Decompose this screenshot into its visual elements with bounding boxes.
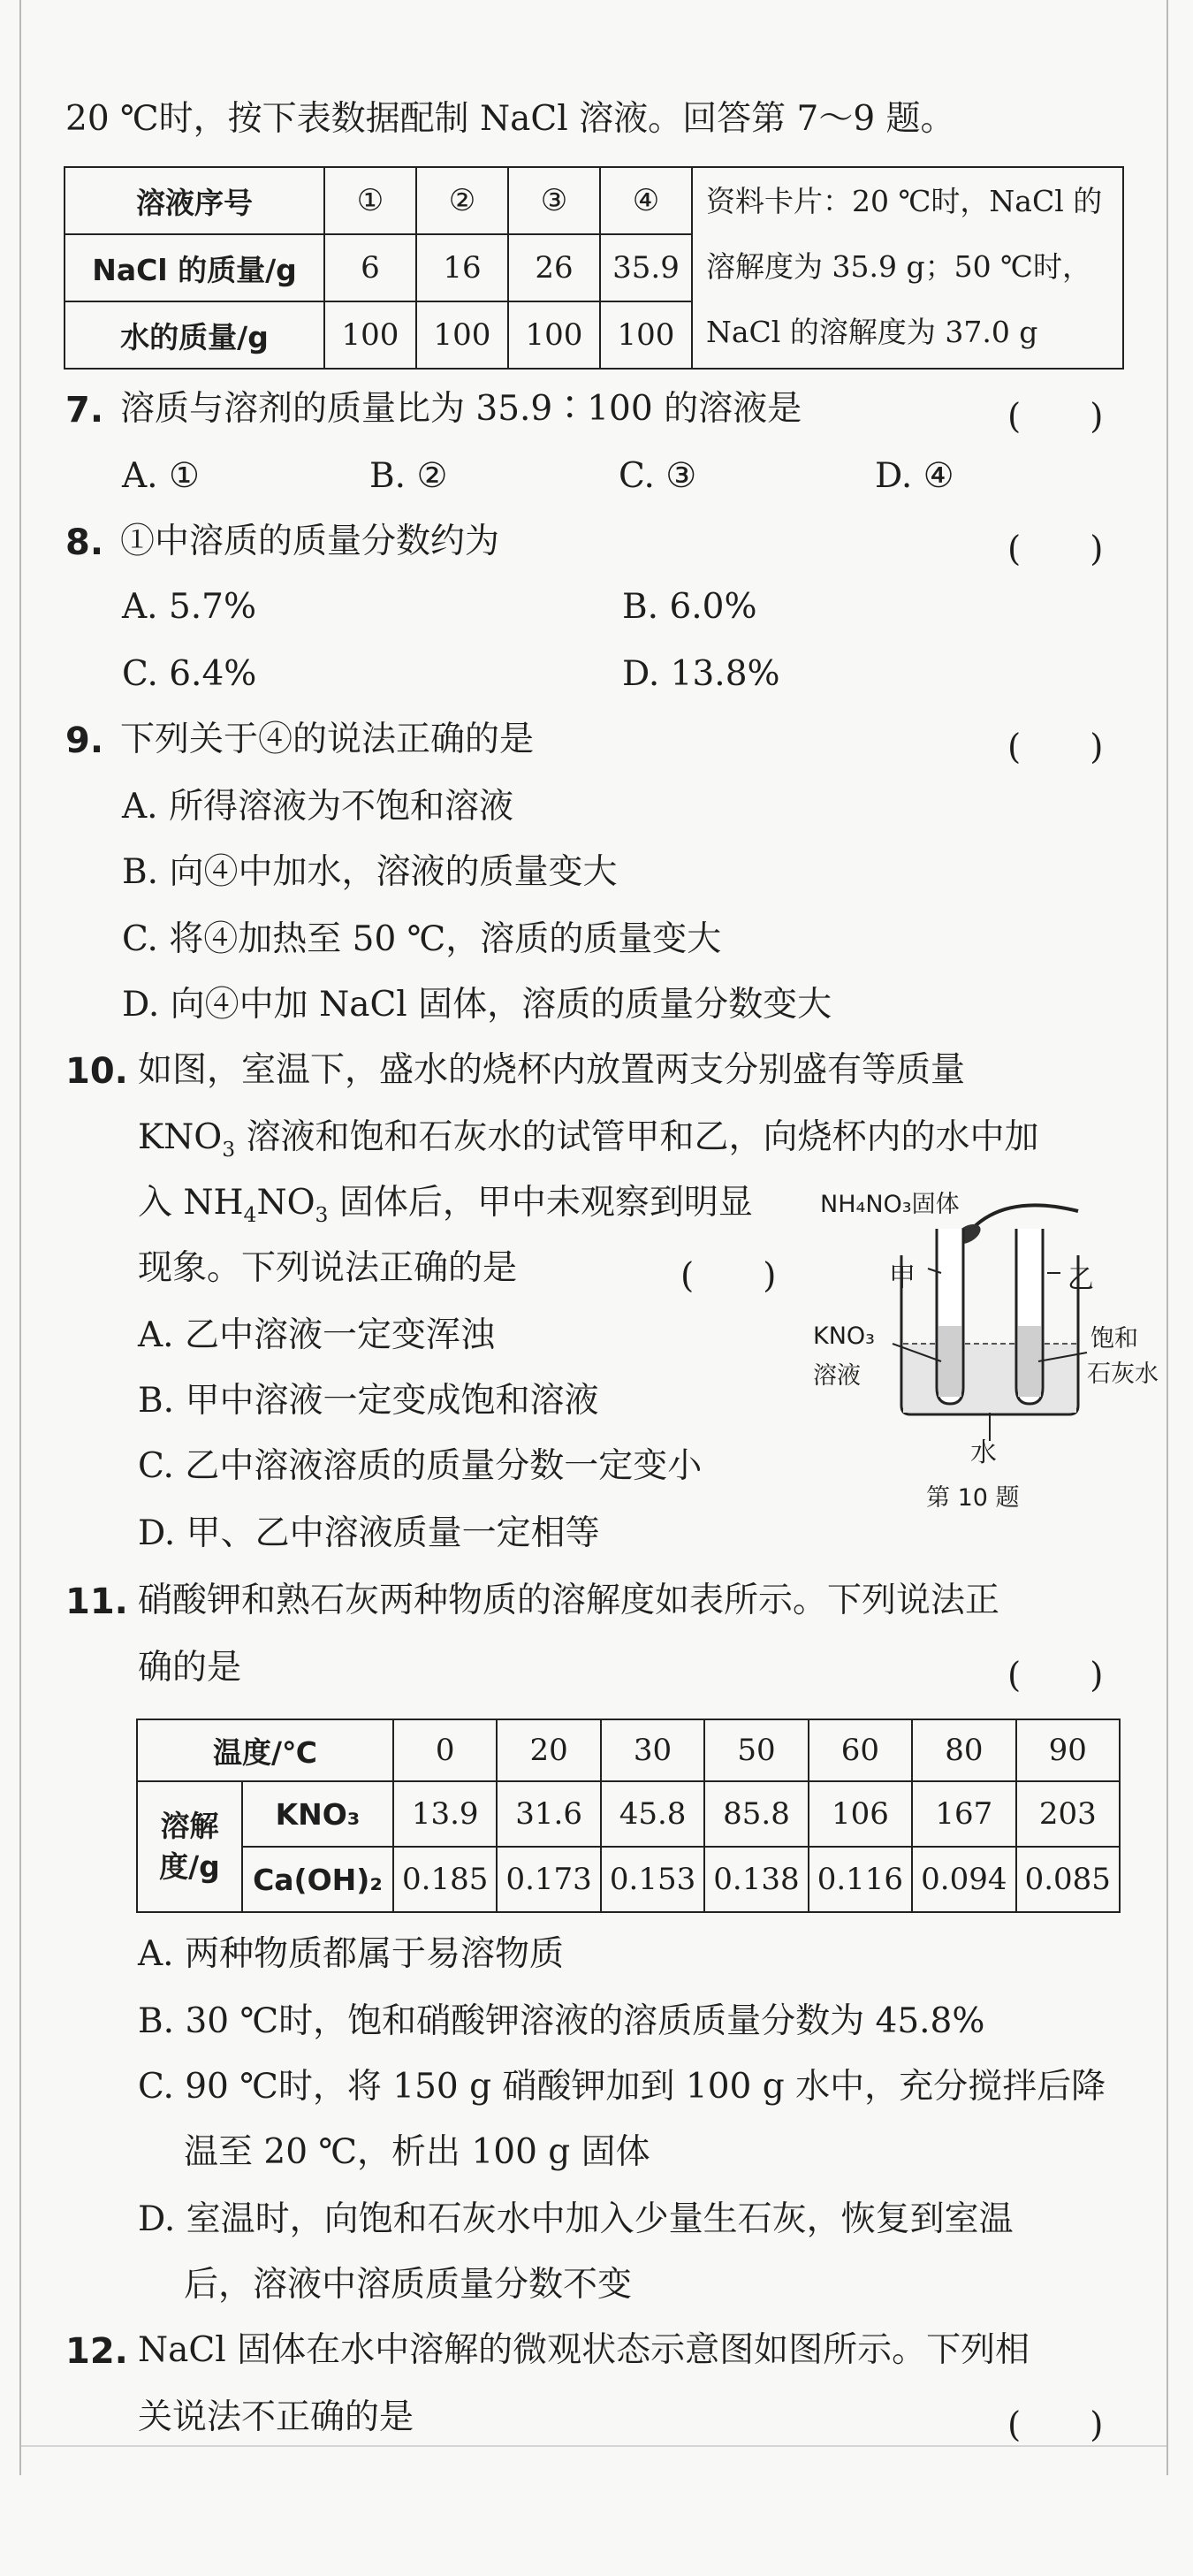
caoh2-cell: 0.085 — [1016, 1847, 1120, 1912]
temp-cell: 90 — [1016, 1719, 1120, 1781]
kno3-cell: 31.6 — [497, 1781, 600, 1847]
q7-option-a[interactable]: A. ① — [122, 456, 200, 496]
q10-option-c[interactable]: C. 乙中溶液溶质的质量分数一定变小 — [138, 1446, 703, 1486]
table-cell: ③ — [508, 167, 600, 234]
caoh2-cell: 0.153 — [601, 1847, 704, 1912]
q11-option-c-cont: 温至 20 ℃，析出 100 g 固体 — [184, 2132, 650, 2172]
q10-option-b[interactable]: B. 甲中溶液一定变成饱和溶液 — [138, 1381, 599, 1421]
q10-option-a[interactable]: A. 乙中溶液一定变浑浊 — [138, 1315, 495, 1355]
q8-option-a[interactable]: A. 5.7% — [122, 587, 257, 627]
table-cell: 100 — [324, 301, 416, 369]
q9-option-b[interactable]: B. 向④中加水，溶液的质量变大 — [122, 852, 618, 892]
q9-option-a[interactable]: A. 所得溶液为不饱和溶液 — [122, 787, 513, 827]
q10-line3-text: 固体后，甲中未观察到明显 — [338, 1183, 753, 1223]
temp-cell: 80 — [912, 1719, 1015, 1781]
page-border-right — [1166, 0, 1168, 2475]
q9-option-c[interactable]: C. 将④加热至 50 ℃，溶质的质量变大 — [122, 919, 722, 959]
table-cell: 100 — [508, 301, 600, 369]
kno3-cell: 167 — [912, 1781, 1015, 1847]
q8-stem: ①中溶质的质量分数约为 — [120, 522, 500, 561]
caoh2-cell: 0.116 — [809, 1847, 912, 1912]
kno3-cell: 45.8 — [601, 1781, 704, 1847]
caoh2-cell: 0.138 — [704, 1847, 808, 1912]
solubility-row-header: 溶解度/g — [137, 1781, 242, 1912]
kno3-cell: 106 — [809, 1781, 912, 1847]
q11-option-b[interactable]: B. 30 ℃时，饱和硝酸钾溶液的溶质质量分数为 45.8% — [138, 2001, 985, 2041]
figure-label-rongye: 溶液 — [813, 1362, 861, 1390]
figure-label-yi: 乙 — [1068, 1264, 1094, 1295]
q11-option-c[interactable]: C. 90 ℃时，将 150 g 硝酸钾加到 100 g 水中，充分搅拌后降 — [138, 2067, 1106, 2107]
q11-option-a[interactable]: A. 两种物质都属于易溶物质 — [138, 1934, 564, 1974]
table-cell: ① — [324, 167, 416, 234]
q11-option-d-cont: 后，溶液中溶质质量分数不变 — [184, 2265, 633, 2305]
info-card-line: 资料卡片：20 ℃时，NaCl 的 — [706, 184, 1103, 218]
page-border-left — [19, 0, 21, 2475]
figure-label-shihuishui: 石灰水 — [1087, 1360, 1159, 1388]
q10-answer-bracket[interactable]: ( ) — [680, 1256, 777, 1296]
q12-line1: NaCl 固体在水中溶解的微观状态示意图如图所示。下列相 — [138, 2330, 1030, 2370]
q11-line1: 硝酸钾和熟石灰两种物质的溶解度如表所示。下列说法正 — [138, 1581, 1000, 1620]
kno3-cell: 203 — [1016, 1781, 1120, 1847]
spoon-icon — [972, 1205, 1078, 1229]
temp-cell: 20 — [497, 1719, 600, 1781]
q9-stem: 下列关于④的说法正确的是 — [120, 720, 535, 759]
table-cell: 16 — [416, 234, 508, 301]
temp-cell: 60 — [809, 1719, 912, 1781]
kno3-label: KNO₃ — [242, 1781, 393, 1847]
page-border-bottom — [21, 2445, 1166, 2447]
table-cell: ④ — [600, 167, 692, 234]
temp-header: 温度/℃ — [137, 1719, 393, 1781]
temp-cell: 30 — [601, 1719, 704, 1781]
table-cell: 溶液序号 — [65, 167, 324, 234]
table-cell: NaCl 的质量/g — [65, 234, 324, 301]
figure-label-baohe: 饱和 — [1090, 1325, 1138, 1353]
q9-answer-bracket[interactable]: ( ) — [1007, 728, 1104, 767]
q8-number: 8. — [65, 522, 104, 563]
q7-option-b[interactable]: B. ② — [369, 456, 448, 496]
q10-line3: 入 $NH_4NO_3$ 固体后，甲中未观察到明显 — [138, 1183, 753, 1227]
beaker-water — [903, 1344, 1076, 1413]
table-cell: 100 — [416, 301, 508, 369]
q7-option-d[interactable]: D. ④ — [875, 456, 954, 496]
table-cell: ② — [416, 167, 508, 234]
q9-option-d[interactable]: D. 向④中加 NaCl 固体，溶质的质量分数变大 — [122, 985, 832, 1025]
q8-answer-bracket[interactable]: ( ) — [1007, 530, 1104, 569]
figure-label-nh4no3: NH₄NO₃固体 — [820, 1191, 960, 1218]
q11-line2: 确的是 — [138, 1648, 242, 1688]
caoh2-cell: 0.173 — [497, 1847, 600, 1912]
info-card-line: NaCl 的溶解度为 37.0 g — [706, 315, 1038, 349]
q12-number: 12. — [65, 2331, 128, 2372]
q10-line2-text: 溶液和饱和石灰水的试管甲和乙，向烧杯内的水中加 — [246, 1117, 1039, 1157]
table-cell: 35.9 — [600, 234, 692, 301]
figure-caption: 第 10 题 — [926, 1484, 1020, 1512]
caoh2-cell: 0.094 — [912, 1847, 1015, 1912]
temp-cell: 0 — [393, 1719, 497, 1781]
caoh2-cell: 0.185 — [393, 1847, 497, 1912]
q7-number: 7. — [65, 390, 104, 431]
q8-option-c[interactable]: C. 6.4% — [122, 654, 257, 694]
intro-text: 20 ℃时，按下表数据配制 NaCl 溶液。回答第 7～9 题。 — [65, 99, 955, 139]
q12-answer-bracket[interactable]: ( ) — [1007, 2405, 1104, 2445]
kno3-cell: 85.8 — [704, 1781, 808, 1847]
caoh2-label: Ca(OH)₂ — [242, 1847, 393, 1912]
figure-label-kno3: KNO₃ — [813, 1322, 875, 1350]
table-cell: 水的质量/g — [65, 301, 324, 369]
q8-option-b[interactable]: B. 6.0% — [622, 587, 757, 627]
q7-stem: 溶质与溶剂的质量比为 35.9∶100 的溶液是 — [120, 389, 802, 429]
q12-line2: 关说法不正确的是 — [138, 2397, 414, 2437]
q10-line4: 现象。下列说法正确的是 — [138, 1248, 518, 1288]
q11-number: 11. — [65, 1581, 128, 1622]
figure-label-water: 水 — [970, 1437, 997, 1468]
table-cell: 26 — [508, 234, 600, 301]
q10-line1: 如图，室温下，盛水的烧杯内放置两支分别盛有等质量 — [138, 1050, 966, 1090]
q9-number: 9. — [65, 720, 104, 761]
info-card — [692, 167, 1123, 369]
nacl-table — [64, 166, 1124, 370]
q11-option-d[interactable]: D. 室温时，向饱和石灰水中加入少量生石灰，恢复到室温 — [138, 2199, 1014, 2239]
kno3-cell: 13.9 — [393, 1781, 497, 1847]
q8-option-d[interactable]: D. 13.8% — [622, 654, 780, 694]
q7-option-c[interactable]: C. ③ — [619, 456, 697, 496]
temp-cell: 50 — [704, 1719, 808, 1781]
table-cell: 6 — [324, 234, 416, 301]
table-cell: 100 — [600, 301, 692, 369]
q10-line2: $KNO_3$ 溶液和饱和石灰水的试管甲和乙，向烧杯内的水中加 — [138, 1117, 1039, 1162]
info-card-line: 溶解度为 35.9 g；50 ℃时， — [706, 249, 1091, 284]
solubility-table — [136, 1719, 1121, 1913]
q10-option-d[interactable]: D. 甲、乙中溶液质量一定相等 — [138, 1513, 600, 1553]
q10-number: 10. — [65, 1051, 128, 1092]
q7-answer-bracket[interactable]: ( ) — [1007, 397, 1104, 437]
figure-label-jia: 甲 — [889, 1262, 916, 1293]
q11-answer-bracket[interactable]: ( ) — [1007, 1656, 1104, 1696]
